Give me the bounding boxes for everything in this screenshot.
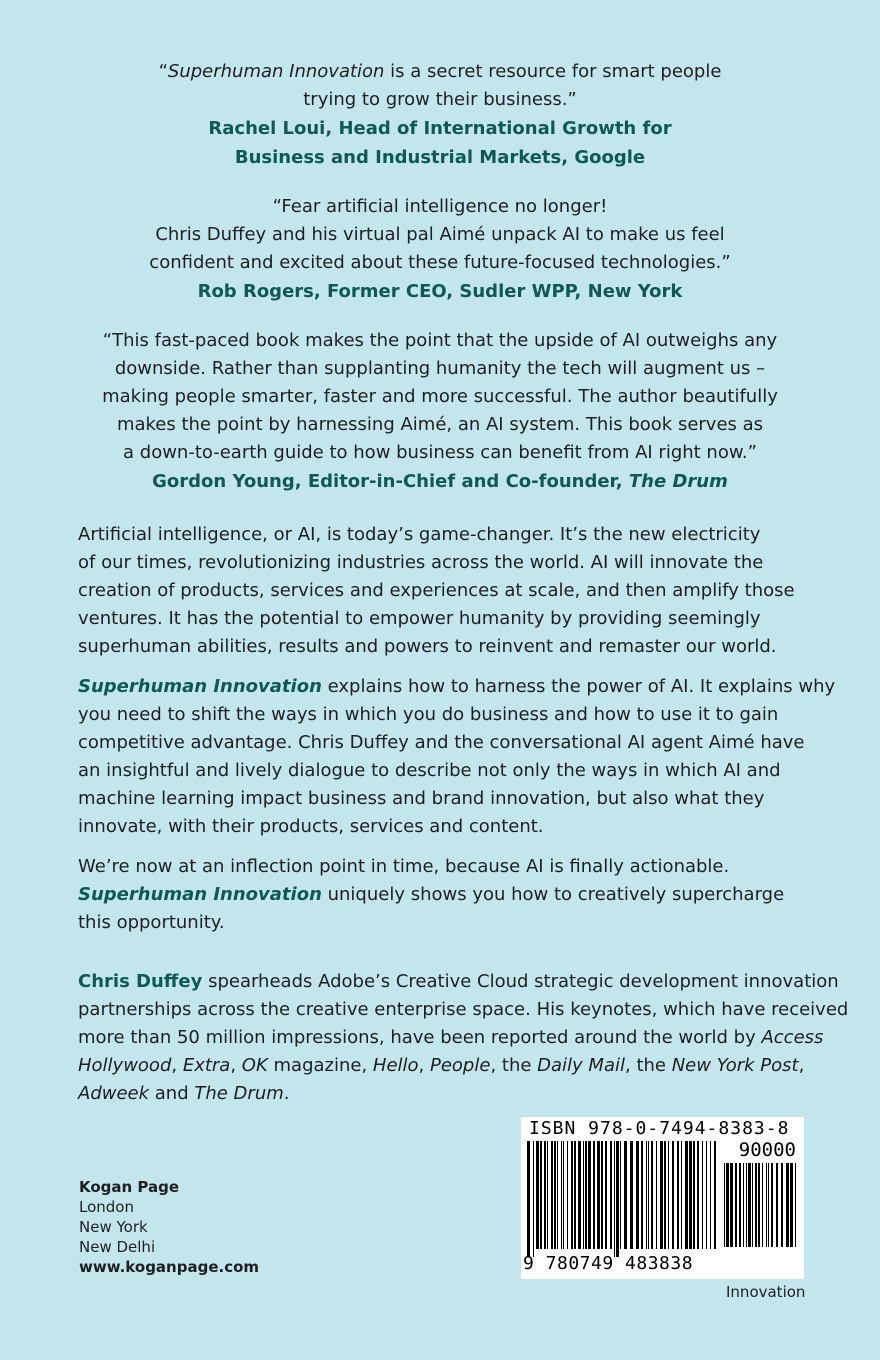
quote-3-attribution: Gordon Young, Editor-in-Chief and Co-founder, The Drum <box>152 471 728 492</box>
barcode-bar <box>540 1141 542 1249</box>
quote-1-title: Superhuman Innovation <box>167 61 385 82</box>
endorsement-1 <box>40 58 840 172</box>
barcode-bar <box>776 1163 778 1247</box>
barcode-bar <box>630 1141 633 1249</box>
book-title-highlight-2: Superhuman Innovation <box>78 884 322 905</box>
bio-access: Access <box>761 1027 824 1048</box>
barcode-bar <box>648 1141 649 1249</box>
bio-line-1-rest: spearheads Adobe’s Creative Cloud strategic development innovation <box>202 971 839 992</box>
barcode-bar <box>743 1163 744 1247</box>
bio-adweek: Adweek <box>78 1083 150 1104</box>
barcode-bar <box>724 1163 725 1247</box>
quote-3-line-2: downside. Rather than supplanting humanity the tech will augment us – <box>114 358 766 379</box>
barcode-bar <box>571 1141 573 1249</box>
barcode-bar <box>726 1163 729 1247</box>
p1-line-5: superhuman abilities, results and powers to reinvent and remaster our world. <box>78 636 777 657</box>
barcode-bar <box>748 1163 751 1247</box>
barcode-bar <box>781 1163 783 1247</box>
barcode-bar <box>641 1141 643 1249</box>
barcode-bar <box>593 1141 595 1249</box>
barcode-bar <box>544 1141 546 1249</box>
barcode-bar <box>790 1163 793 1247</box>
bio-period: . <box>283 1083 290 1104</box>
publisher-block <box>79 1177 259 1277</box>
bio-line-2: partnerships across the creative enterprise space. His keynotes, which have received <box>78 999 849 1020</box>
p1-line-4: ventures. It has the potential to empower humanity by providing seemingly <box>78 608 761 629</box>
bio-hollywood: Hollywood <box>78 1055 172 1076</box>
category-label: Innovation <box>726 1283 806 1301</box>
barcode-bar <box>795 1163 796 1247</box>
price-code: 90000 <box>738 1139 796 1161</box>
bio-the-1: , the <box>490 1055 538 1076</box>
barcode-bar <box>533 1141 534 1257</box>
p3-line-2 <box>78 881 818 909</box>
barcode-bar <box>651 1141 653 1249</box>
bio-and: and <box>149 1083 195 1104</box>
p2-line-3: competitive advantage. Chris Duffey and the conversational AI agent Aimé have <box>78 732 805 753</box>
barcode-bar <box>714 1141 716 1249</box>
barcode-bar <box>730 1163 733 1247</box>
barcode-bar <box>668 1141 669 1249</box>
p2-line-1-rest: explains how to harness the power of AI. It explains why <box>321 676 836 697</box>
addon-barcode-bars <box>724 1163 798 1255</box>
barcode-bar <box>677 1141 679 1249</box>
barcode-bar <box>547 1141 548 1249</box>
bio-line-4 <box>78 1052 818 1080</box>
bio-ny-post: New York Post <box>671 1055 799 1076</box>
barcode-bar <box>735 1163 737 1247</box>
p1-line-2: of our times, revolutionizing industries across the world. AI will innovate the <box>78 552 764 573</box>
barcode-bar <box>574 1141 576 1249</box>
book-title-highlight: Superhuman Innovation <box>78 676 322 697</box>
barcode-bar <box>752 1163 753 1247</box>
quote-2-line-3: confident and excited about these future-focused technologies.” <box>149 252 731 273</box>
barcode-bar <box>585 1141 587 1249</box>
quote-3-line-4: makes the point by harnessing Aimé, an AI system. This book serves as <box>116 414 764 435</box>
p2-line-5: machine learning impact business and brand innovation, but also what they <box>78 788 765 809</box>
barcode-bar <box>768 1163 769 1247</box>
barcode-bar <box>578 1141 581 1249</box>
barcode-bar <box>771 1163 773 1247</box>
barcode-bar <box>605 1141 607 1249</box>
ean-barcode-bars <box>527 1141 719 1257</box>
barcode-bar <box>527 1141 530 1257</box>
publisher-city-new-york: New York <box>79 1218 148 1236</box>
bio-magazine: magazine, <box>267 1055 373 1076</box>
quote-3-line-1: “This fast-paced book makes the point that the upside of AI outweighs any <box>102 330 778 351</box>
barcode-bar <box>563 1141 564 1249</box>
quote-2-attribution: Rob Rogers, Former CEO, Sudler WPP, New York <box>197 281 683 302</box>
description-paragraph-2 <box>78 673 836 841</box>
p3-line-1: We’re now at an inflection point in time, because AI is finally actionable. <box>78 856 730 877</box>
bio-hello: Hello <box>372 1055 419 1076</box>
barcode-bar <box>693 1141 695 1249</box>
barcode-bar <box>601 1141 603 1249</box>
barcode-bar <box>685 1141 688 1249</box>
quote-1-attribution-1: Rachel Loui, Head of International Growth for <box>208 118 672 139</box>
barcode-bar <box>746 1163 747 1247</box>
barcode-bar <box>786 1163 789 1247</box>
bio-sep-2: , <box>230 1055 242 1076</box>
barcode-bar <box>681 1141 682 1249</box>
barcode-bar <box>762 1163 763 1247</box>
barcode-bar <box>758 1163 760 1247</box>
barcode-bar <box>710 1141 711 1249</box>
p1-line-3: creation of products, services and experiences at scale, and then amplify those <box>78 580 795 601</box>
barcode-bar <box>646 1141 647 1249</box>
barcode-bar <box>624 1141 627 1249</box>
barcode-number: 9 780749 483838 <box>523 1253 694 1274</box>
quote-3-line-3: making people smarter, faster and more successful. The author beautifully <box>102 386 778 407</box>
barcode-bar <box>554 1141 556 1249</box>
bio-the-2: , the <box>625 1055 672 1076</box>
description-paragraph-1 <box>78 521 818 661</box>
barcode-bar <box>597 1141 600 1249</box>
barcode-bar <box>588 1141 591 1249</box>
quote-1-attribution-2: Business and Industrial Markets, Google <box>234 147 646 168</box>
book-description <box>78 521 836 949</box>
bio-extra: Extra <box>182 1055 231 1076</box>
p3-line-2-rest: uniquely shows you how to creatively supercharge <box>321 884 785 905</box>
barcode-bar <box>660 1141 663 1249</box>
bio-ok: OK <box>241 1055 268 1076</box>
publisher-city-new-delhi: New Delhi <box>79 1238 156 1256</box>
publisher-city-london: London <box>79 1198 134 1216</box>
bio-daily-mail: Daily Mail <box>537 1055 625 1076</box>
barcode-bar <box>672 1141 674 1249</box>
author-name: Chris Duffey <box>78 971 203 992</box>
barcode-bar <box>689 1141 692 1249</box>
description-paragraph-3 <box>78 853 818 937</box>
barcode-bar <box>557 1141 558 1249</box>
quote-1-line-2: trying to grow their business.” <box>303 89 577 110</box>
p2-line-6: innovate, with their products, services and content. <box>78 816 544 837</box>
quote-1-line-1: “Superhuman Innovation is a secret resource for smart people <box>158 61 722 82</box>
barcode-bar <box>616 1141 619 1257</box>
barcode-bar <box>755 1163 757 1247</box>
publisher-name: Kogan Page <box>79 1178 180 1196</box>
p2-line-1 <box>78 673 836 701</box>
barcode-bar <box>664 1141 666 1249</box>
barcode-bar <box>656 1141 657 1249</box>
isbn-barcode <box>521 1117 804 1279</box>
barcode-bar <box>610 1141 612 1249</box>
endorsements <box>40 58 840 496</box>
barcode-bar <box>706 1141 707 1249</box>
quote-3-line-5: a down-to-earth guide to how business can benefit from AI right now.” <box>123 442 757 463</box>
barcode-bar <box>702 1141 703 1249</box>
p2-line-2: you need to shift the ways in which you do business and how to use it to gain <box>78 704 779 725</box>
barcode-bar <box>551 1141 553 1249</box>
p1-line-1: Artificial intelligence, or AI, is today’s game-changer. It’s the new electricity <box>78 524 761 545</box>
bio-line-3 <box>78 1024 824 1052</box>
barcode-bar <box>636 1141 639 1249</box>
bio-sep-3: , <box>418 1055 430 1076</box>
isbn-label: ISBN 978-0-7494-8383-8 <box>529 1118 790 1139</box>
barcode-bar <box>697 1141 699 1249</box>
barcode-bar <box>536 1141 539 1249</box>
barcode-bar <box>766 1163 767 1247</box>
bio-sep-1: , <box>171 1055 183 1076</box>
bio-line-3-text: more than 50 million impressions, have been reported around the world by <box>78 1027 762 1048</box>
barcode-bar <box>614 1141 615 1257</box>
p2-line-4: an insightful and lively dialogue to describe not only the ways in which AI and <box>78 760 781 781</box>
endorsement-3 <box>40 327 840 496</box>
barcode-bar <box>620 1141 621 1249</box>
p3-line-3: this opportunity. <box>78 912 225 933</box>
barcode-bar <box>583 1141 584 1249</box>
endorsement-2 <box>40 193 840 306</box>
quote-2-line-1: “Fear artificial intelligence no longer! <box>272 196 608 217</box>
bio-people: People <box>429 1055 491 1076</box>
barcode-bar <box>567 1141 568 1249</box>
author-bio <box>78 968 849 1108</box>
bio-sep-4: , <box>798 1055 805 1076</box>
bio-line-1 <box>78 968 839 996</box>
barcode-bar <box>739 1163 741 1247</box>
quote-2-line-2: Chris Duffey and his virtual pal Aimé unpack AI to make us feel <box>155 224 725 245</box>
publisher-url[interactable]: www.koganpage.com <box>79 1258 260 1276</box>
barcode-bar <box>561 1141 562 1249</box>
bio-the-drum: The Drum <box>194 1083 284 1104</box>
bio-line-5 <box>78 1080 818 1108</box>
